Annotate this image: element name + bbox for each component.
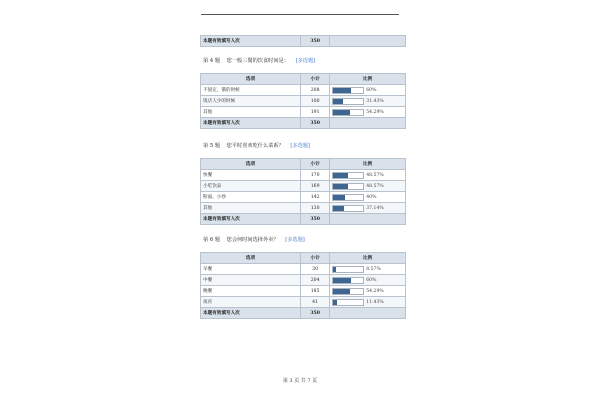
table-body (201, 85, 406, 118)
total-value: 350 (300, 214, 329, 225)
progress-bar-fill (333, 110, 349, 115)
question-type-link[interactable]: [多选题] (290, 143, 310, 149)
option-count: 100 (300, 96, 329, 107)
option-percent: 48.57% (366, 172, 384, 178)
progress-bar-fill (333, 173, 348, 178)
option-percent: 48.57% (366, 183, 384, 189)
progress-bar (332, 183, 364, 190)
table-row (201, 85, 406, 96)
header-option: 选项 (201, 159, 301, 170)
total-value: 350 (300, 118, 329, 129)
option-ratio (330, 85, 406, 96)
progress-bar (332, 194, 364, 201)
table-header-row (201, 253, 406, 264)
progress-bar-fill (333, 267, 336, 272)
table-total-row (201, 118, 406, 129)
prev-question-total-table (200, 35, 406, 47)
table-row (201, 286, 406, 297)
option-label: 不固定，饿的时候 (201, 85, 301, 96)
option-count: 30 (300, 264, 329, 275)
option-count: 185 (300, 286, 329, 297)
question-table (200, 158, 406, 225)
option-count: 208 (300, 85, 329, 96)
question-title (203, 236, 305, 243)
header-count: 小计 (300, 74, 329, 85)
option-percent: 60% (366, 277, 377, 283)
question-type-link[interactable]: [多选题] (285, 237, 305, 243)
option-ratio (330, 203, 406, 214)
table-row (201, 107, 406, 118)
total-label: 本题有效填写人次 (201, 308, 301, 319)
question-text: 您平时喜欢吃什么菜系？ (226, 143, 284, 149)
progress-bar-fill (333, 278, 351, 283)
table-row (201, 203, 406, 214)
option-label: 其他 (201, 107, 301, 118)
progress-bar (332, 299, 364, 306)
progress-bar-fill (333, 99, 342, 104)
question-number: 第 6 题 (203, 237, 220, 243)
header-ratio: 比例 (330, 253, 406, 264)
progress-bar-fill (333, 88, 351, 93)
progress-bar-fill (333, 206, 344, 211)
progress-bar-fill (333, 289, 349, 294)
total-value: 350 (300, 36, 329, 47)
table-body (201, 264, 406, 308)
option-percent: 54.29% (366, 109, 384, 115)
header-ratio: 比例 (330, 74, 406, 85)
table-row (201, 170, 406, 181)
question-table (200, 73, 406, 129)
option-label: 小吃饮品 (201, 181, 301, 192)
question-text: 您一般三餐的饮食时间是： (226, 58, 289, 64)
header-option: 选项 (201, 74, 301, 85)
option-label: 饭店人少的时候 (201, 96, 301, 107)
option-count: 170 (300, 170, 329, 181)
progress-bar-fill (333, 184, 348, 189)
option-label: 早餐 (201, 264, 301, 275)
table-total-row (201, 36, 406, 47)
total-label: 本题有效填写人次 (201, 36, 301, 47)
progress-bar-fill (333, 195, 345, 200)
progress-bar (332, 277, 364, 284)
option-count: 191 (300, 107, 329, 118)
option-percent: 8.57% (366, 266, 381, 272)
question-number: 第 4 题 (203, 58, 220, 64)
option-percent: 11.43% (366, 299, 384, 305)
option-label: 粉面、小炒 (201, 192, 301, 203)
option-count: 204 (300, 275, 329, 286)
table-row (201, 275, 406, 286)
progress-bar (332, 288, 364, 295)
table-row (201, 181, 406, 192)
header-ratio: 比例 (330, 159, 406, 170)
table-total-row (201, 214, 406, 225)
header-option: 选项 (201, 253, 301, 264)
header-count: 小计 (300, 159, 329, 170)
question-title (203, 57, 315, 64)
option-ratio (330, 170, 406, 181)
table-header-row (201, 74, 406, 85)
table-row (201, 96, 406, 107)
progress-bar (332, 266, 364, 273)
option-ratio (330, 297, 406, 308)
table-row (201, 297, 406, 308)
option-label: 夜宵 (201, 297, 301, 308)
option-ratio (330, 286, 406, 297)
question-type-link[interactable]: [多选题] (295, 58, 316, 64)
total-label: 本题有效填写人次 (201, 118, 301, 129)
table-row (201, 192, 406, 203)
option-percent: 60% (366, 87, 377, 93)
option-ratio (330, 192, 406, 203)
option-label: 晚餐 (201, 286, 301, 297)
table-row (201, 264, 406, 275)
progress-bar (332, 87, 364, 94)
table-body (201, 170, 406, 214)
page-footer: 第 3 页 共 7 页 (282, 378, 318, 384)
table-total-row (201, 308, 406, 319)
progress-bar (332, 98, 364, 105)
option-percent: 54.29% (366, 288, 384, 294)
total-value: 350 (300, 308, 329, 319)
table-header-row (201, 159, 406, 170)
option-count: 142 (300, 192, 329, 203)
progress-bar-fill (333, 300, 336, 305)
total-label: 本题有效填写人次 (201, 214, 301, 225)
progress-bar (332, 172, 364, 179)
option-count: 130 (300, 203, 329, 214)
option-ratio (330, 275, 406, 286)
question-table (200, 252, 406, 319)
option-label: 快餐 (201, 170, 301, 181)
option-label: 中餐 (201, 275, 301, 286)
option-count: 169 (300, 181, 329, 192)
progress-bar (332, 109, 364, 116)
question-title (203, 142, 310, 149)
option-percent: 40% (366, 194, 377, 200)
option-count: 41 (300, 297, 329, 308)
question-number: 第 5 题 (203, 143, 220, 149)
progress-bar (332, 205, 364, 212)
option-percent: 37.14% (366, 205, 384, 211)
question-text: 您会何时间选择外卖？ (226, 237, 279, 243)
header-count: 小计 (300, 253, 329, 264)
option-ratio (330, 107, 406, 118)
option-ratio (330, 96, 406, 107)
option-ratio (330, 264, 406, 275)
option-label: 其他 (201, 203, 301, 214)
option-ratio (330, 181, 406, 192)
top-rule (201, 14, 399, 15)
option-percent: 31.43% (366, 98, 384, 104)
